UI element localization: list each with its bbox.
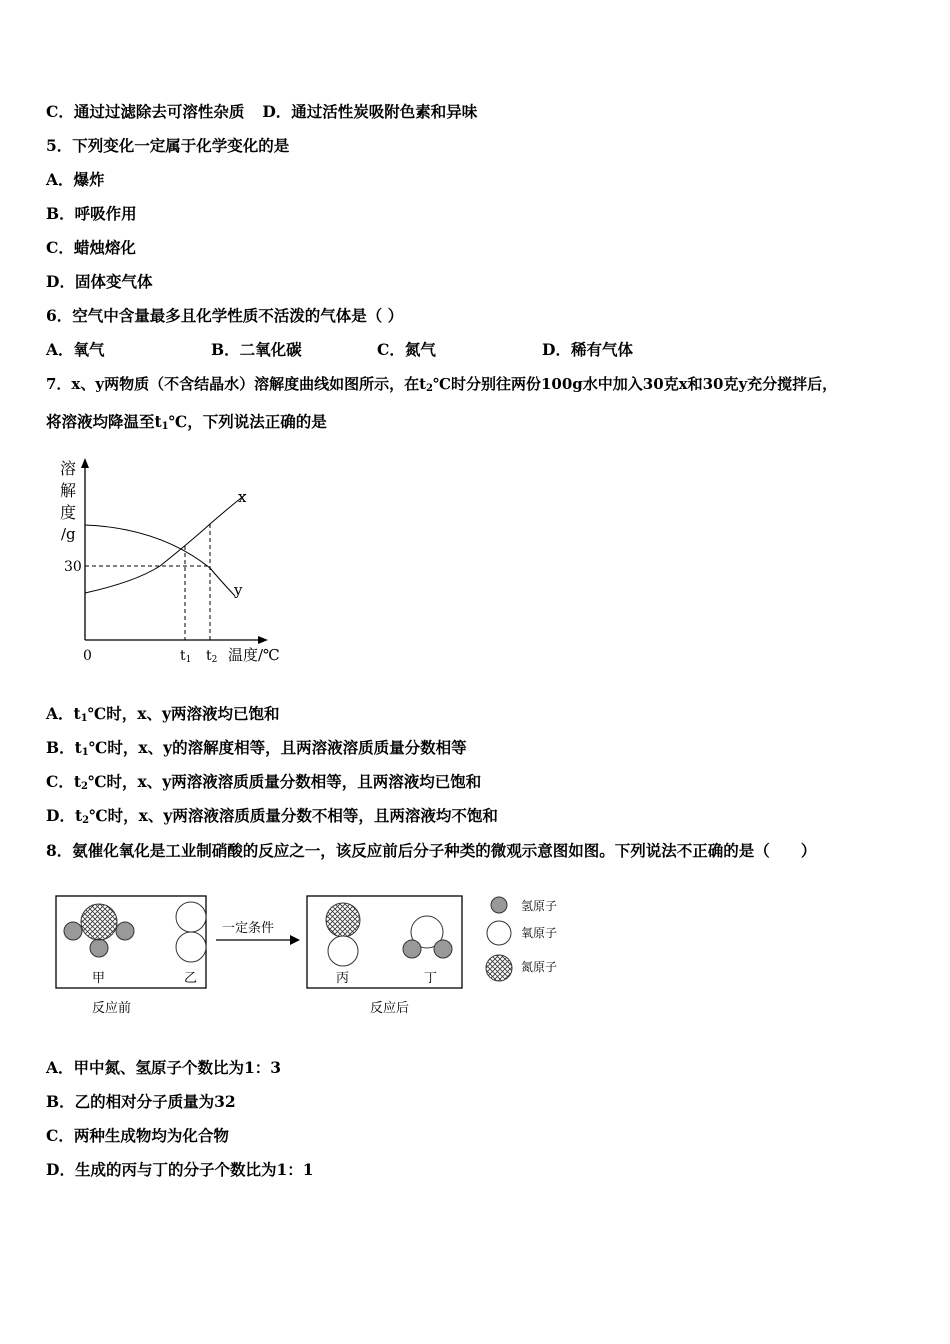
- jia-n-atom: [81, 904, 117, 940]
- y-axis-arrow: [81, 458, 89, 468]
- q5-option-d: D．固体变气体: [46, 272, 153, 291]
- q7-option-b-t: t: [74, 738, 82, 757]
- curve-y-label: y: [234, 581, 243, 599]
- y-axis-label-4: /g: [61, 525, 76, 543]
- legend-h-label: 氢原子: [521, 899, 558, 913]
- q7-option-c-sub: 2: [81, 781, 88, 792]
- reaction-arrowhead: [290, 935, 300, 945]
- ding-label: 丁: [424, 971, 438, 986]
- q5-option-c: C．蜡烛熔化: [46, 238, 136, 257]
- q7-option-b-text: ℃时，x、y的溶解度相等，且两溶液溶质质量分数相等: [88, 738, 467, 757]
- q5-stem: 5．下列变化一定属于化学变化的是: [46, 136, 290, 155]
- bing-label: 丙: [336, 971, 350, 986]
- q7-stem-part1: 7．x、y两物质（不含结晶水）溶解度曲线如图所示，在t: [46, 375, 427, 393]
- q6-option-c: C．氮气: [377, 340, 436, 359]
- solubility-chart: [50, 450, 300, 672]
- jia-h-bottom: [90, 939, 108, 957]
- q7-stem: [46, 374, 837, 399]
- ding-h-left: [403, 940, 421, 958]
- q7-stem-part2: ℃时分别往两份100g水中加入30克x和30克y充分搅拌后，: [433, 375, 838, 393]
- y-axis-label-3: 度: [60, 503, 77, 522]
- q7-stem2-part1: 将溶液均降温至t: [46, 412, 162, 431]
- yi-o-bottom: [176, 932, 206, 962]
- q6-stem: 6．空气中含量最多且化学性质不活泼的气体是（ ）: [46, 306, 404, 325]
- reaction-diagram: [50, 884, 580, 1024]
- y-tick-30: 30: [64, 559, 82, 575]
- q7-option-a-sub: 1: [80, 713, 88, 724]
- q8-option-b: B．乙的相对分子质量为32: [46, 1092, 236, 1111]
- q4-options-cd: [46, 102, 477, 122]
- q7-option-a-t: t: [73, 704, 81, 723]
- q7-option-b-sub: 1: [81, 747, 89, 758]
- q7-option-d-text: ℃时，x、y两溶液溶质质量分数不相等，且两溶液均不饱和: [89, 806, 498, 825]
- q6-options: [46, 340, 633, 360]
- q6-option-d: D．稀有气体: [542, 340, 633, 359]
- yi-o-top: [176, 902, 206, 932]
- curve-x-label: x: [238, 488, 247, 506]
- q7-option-c-t: t: [73, 772, 82, 791]
- jia-label: 甲: [92, 971, 106, 986]
- origin-label: 0: [83, 648, 92, 664]
- after-label: 反应后: [370, 1001, 410, 1016]
- legend-o-icon: [487, 921, 511, 945]
- q7-option-d: [46, 806, 498, 831]
- y-axis-label-2: 解: [60, 481, 77, 500]
- before-label: 反应前: [92, 1001, 132, 1016]
- q8-option-d: D．生成的丙与丁的分子个数比为1：1: [46, 1160, 314, 1179]
- q7-option-b-letter: B．: [46, 738, 75, 757]
- q7-stem-line2: [46, 412, 327, 437]
- x-axis-arrow: [258, 636, 268, 644]
- q8-option-c: C．两种生成物均为化合物: [46, 1126, 229, 1145]
- q6-option-b: B．二氧化碳: [211, 340, 302, 359]
- y-axis-label-1: 溶: [60, 459, 77, 478]
- q7-option-d-t: t: [74, 806, 83, 825]
- q4-option-d: D．通过活性炭吸附色素和异味: [262, 102, 478, 121]
- x-tick-t1: t1: [180, 648, 192, 665]
- q7-stem2-part2: ℃，下列说法正确的是: [168, 412, 327, 431]
- x-axis-label: 温度/℃: [228, 646, 280, 664]
- q7-stem-sub: 2: [426, 383, 433, 394]
- curve-x: [85, 494, 246, 593]
- ding-h-right: [434, 940, 452, 958]
- legend-o-label: 氧原子: [521, 926, 558, 940]
- q7-option-a: [46, 704, 280, 729]
- x-tick-t2: t2: [206, 648, 218, 665]
- q4-option-c: C．通过过滤除去可溶性杂质: [46, 102, 245, 121]
- legend-n-icon: [486, 955, 512, 981]
- q7-option-d-sub: 2: [82, 815, 90, 826]
- q7-option-c: [46, 772, 481, 797]
- legend-n-label: 氮原子: [521, 960, 558, 974]
- q7-option-c-letter: C．: [46, 772, 74, 791]
- jia-h-left: [64, 922, 82, 940]
- jia-h-right: [116, 922, 134, 940]
- q6-option-a: A．氧气: [46, 340, 105, 359]
- q7-option-a-letter: A．: [46, 704, 74, 723]
- q7-option-a-text: ℃时，x、y两溶液均已饱和: [87, 704, 280, 723]
- yi-label: 乙: [184, 971, 198, 986]
- q7-option-d-letter: D．: [46, 806, 75, 825]
- q5-option-b: B．呼吸作用: [46, 204, 137, 223]
- q7-stem2-sub: 1: [161, 421, 169, 432]
- q8-stem: 8．氨催化氧化是工业制硝酸的反应之一，该反应前后分子种类的微观示意图如图。下列说法不正确的是（ ）: [46, 841, 817, 860]
- curve-y: [85, 525, 235, 596]
- q8-option-a: A．甲中氮、氢原子个数比为1：3: [46, 1058, 282, 1077]
- legend-h-icon: [491, 897, 507, 913]
- arrow-label: 一定条件: [222, 921, 275, 936]
- bing-o-atom: [328, 936, 358, 966]
- q5-option-a: A．爆炸: [46, 170, 105, 189]
- q7-option-c-text: ℃时，x、y两溶液溶质质量分数相等，且两溶液均已饱和: [87, 772, 482, 791]
- bing-n-atom: [326, 903, 360, 937]
- q7-option-b: [46, 738, 467, 763]
